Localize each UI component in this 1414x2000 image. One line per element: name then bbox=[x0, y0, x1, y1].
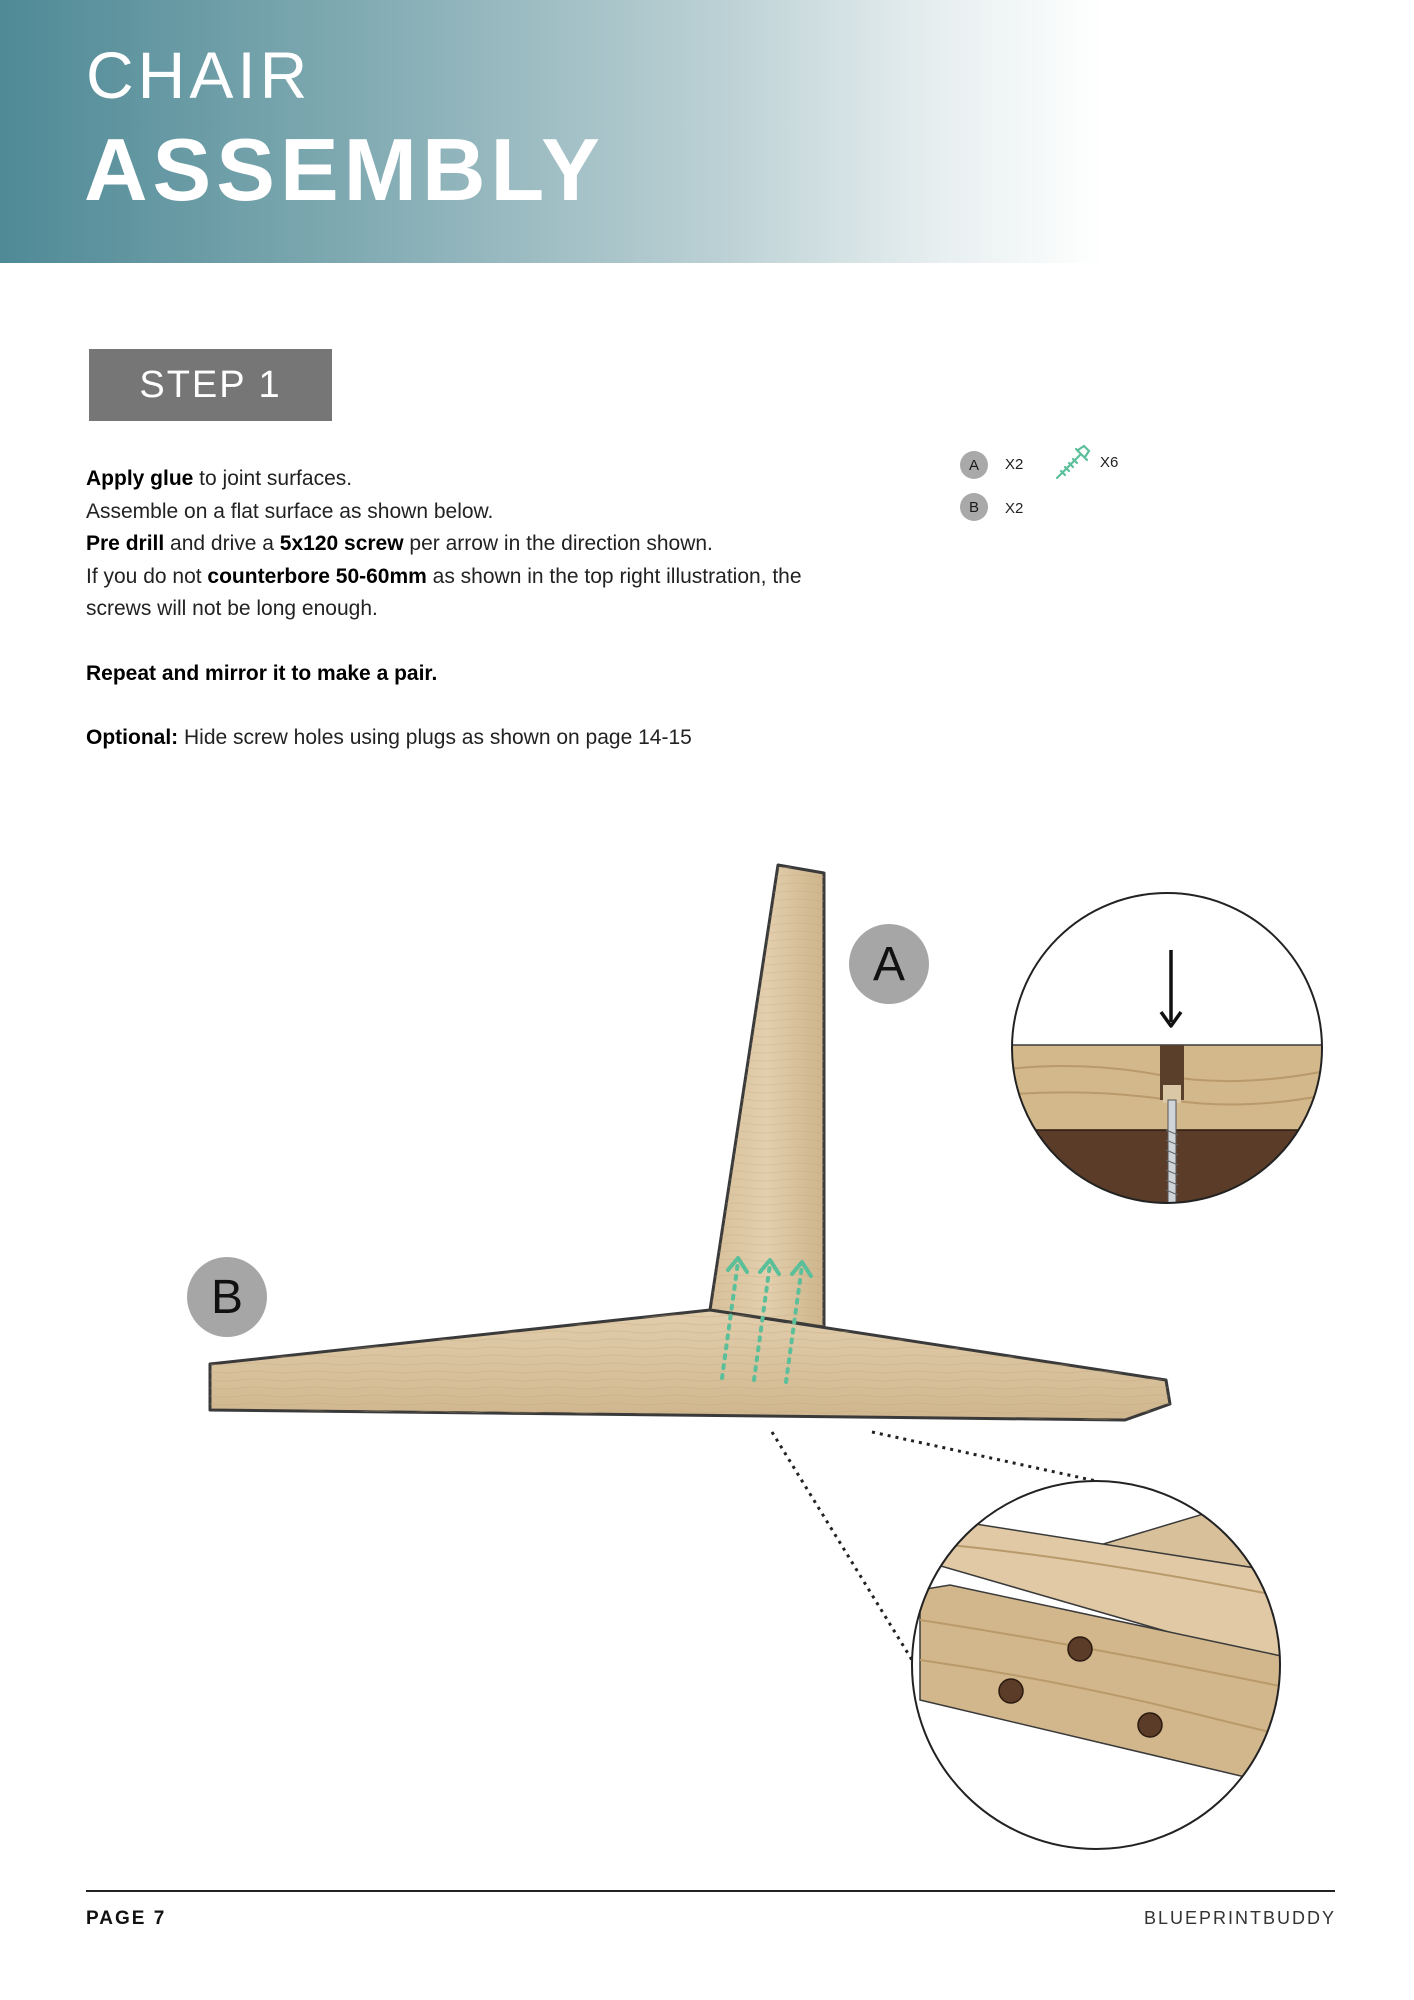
brand-name: BLUEPRINTBUDDY bbox=[1143, 1908, 1336, 1928]
bold-apply-glue: Apply glue bbox=[86, 467, 194, 490]
text-hide-screw-holes: Hide screw holes using plugs as shown on page 14-15 bbox=[178, 726, 692, 749]
plug-hole-3 bbox=[1138, 1713, 1162, 1737]
plug-hole-2 bbox=[999, 1679, 1023, 1703]
bold-pre-drill: Pre drill bbox=[86, 532, 165, 555]
instruction-line-2: Assemble on a flat surface as shown below. bbox=[86, 499, 494, 523]
bold-counterbore: counterbore 50-60mm bbox=[207, 564, 427, 588]
part-b-label: B bbox=[187, 1257, 267, 1337]
part-b-badge: B bbox=[960, 493, 988, 521]
counterbore-detail bbox=[1000, 890, 1340, 1210]
text-per-arrow: per arrow in the direction shown. bbox=[403, 532, 713, 555]
part-a-quantity: X2 bbox=[1005, 456, 1024, 473]
bold-repeat: Repeat and mirror it to make a pair. bbox=[86, 661, 438, 685]
part-a-badge: A bbox=[960, 451, 988, 479]
bold-screw-size: 5x120 screw bbox=[279, 532, 404, 555]
part-a-label: A bbox=[849, 924, 929, 1004]
screw-quantity: X6 bbox=[1100, 454, 1119, 471]
part-a-leg bbox=[710, 865, 824, 1327]
text-if-you-do-not: If you do not bbox=[86, 564, 208, 588]
text-and-drive: and drive a bbox=[164, 532, 280, 555]
text-as-shown: as shown in the top right illustration, the bbox=[426, 564, 802, 588]
part-b-rail bbox=[210, 1310, 1170, 1420]
title-assembly: ASSEMBLY bbox=[84, 120, 605, 219]
page-number: PAGE 7 bbox=[86, 1908, 167, 1929]
text-joint-surfaces: to joint surfaces. bbox=[193, 467, 353, 490]
bold-optional: Optional: bbox=[86, 726, 179, 749]
part-b-quantity: X2 bbox=[1005, 500, 1024, 517]
title-chair: CHAIR bbox=[86, 38, 312, 112]
step-badge: STEP 1 bbox=[89, 349, 332, 421]
plug-hole-1 bbox=[1068, 1637, 1092, 1661]
footer-divider bbox=[86, 1890, 1335, 1892]
instruction-line-5: screws will not be long enough. bbox=[86, 597, 378, 620]
plug-detail bbox=[900, 1470, 1313, 1870]
